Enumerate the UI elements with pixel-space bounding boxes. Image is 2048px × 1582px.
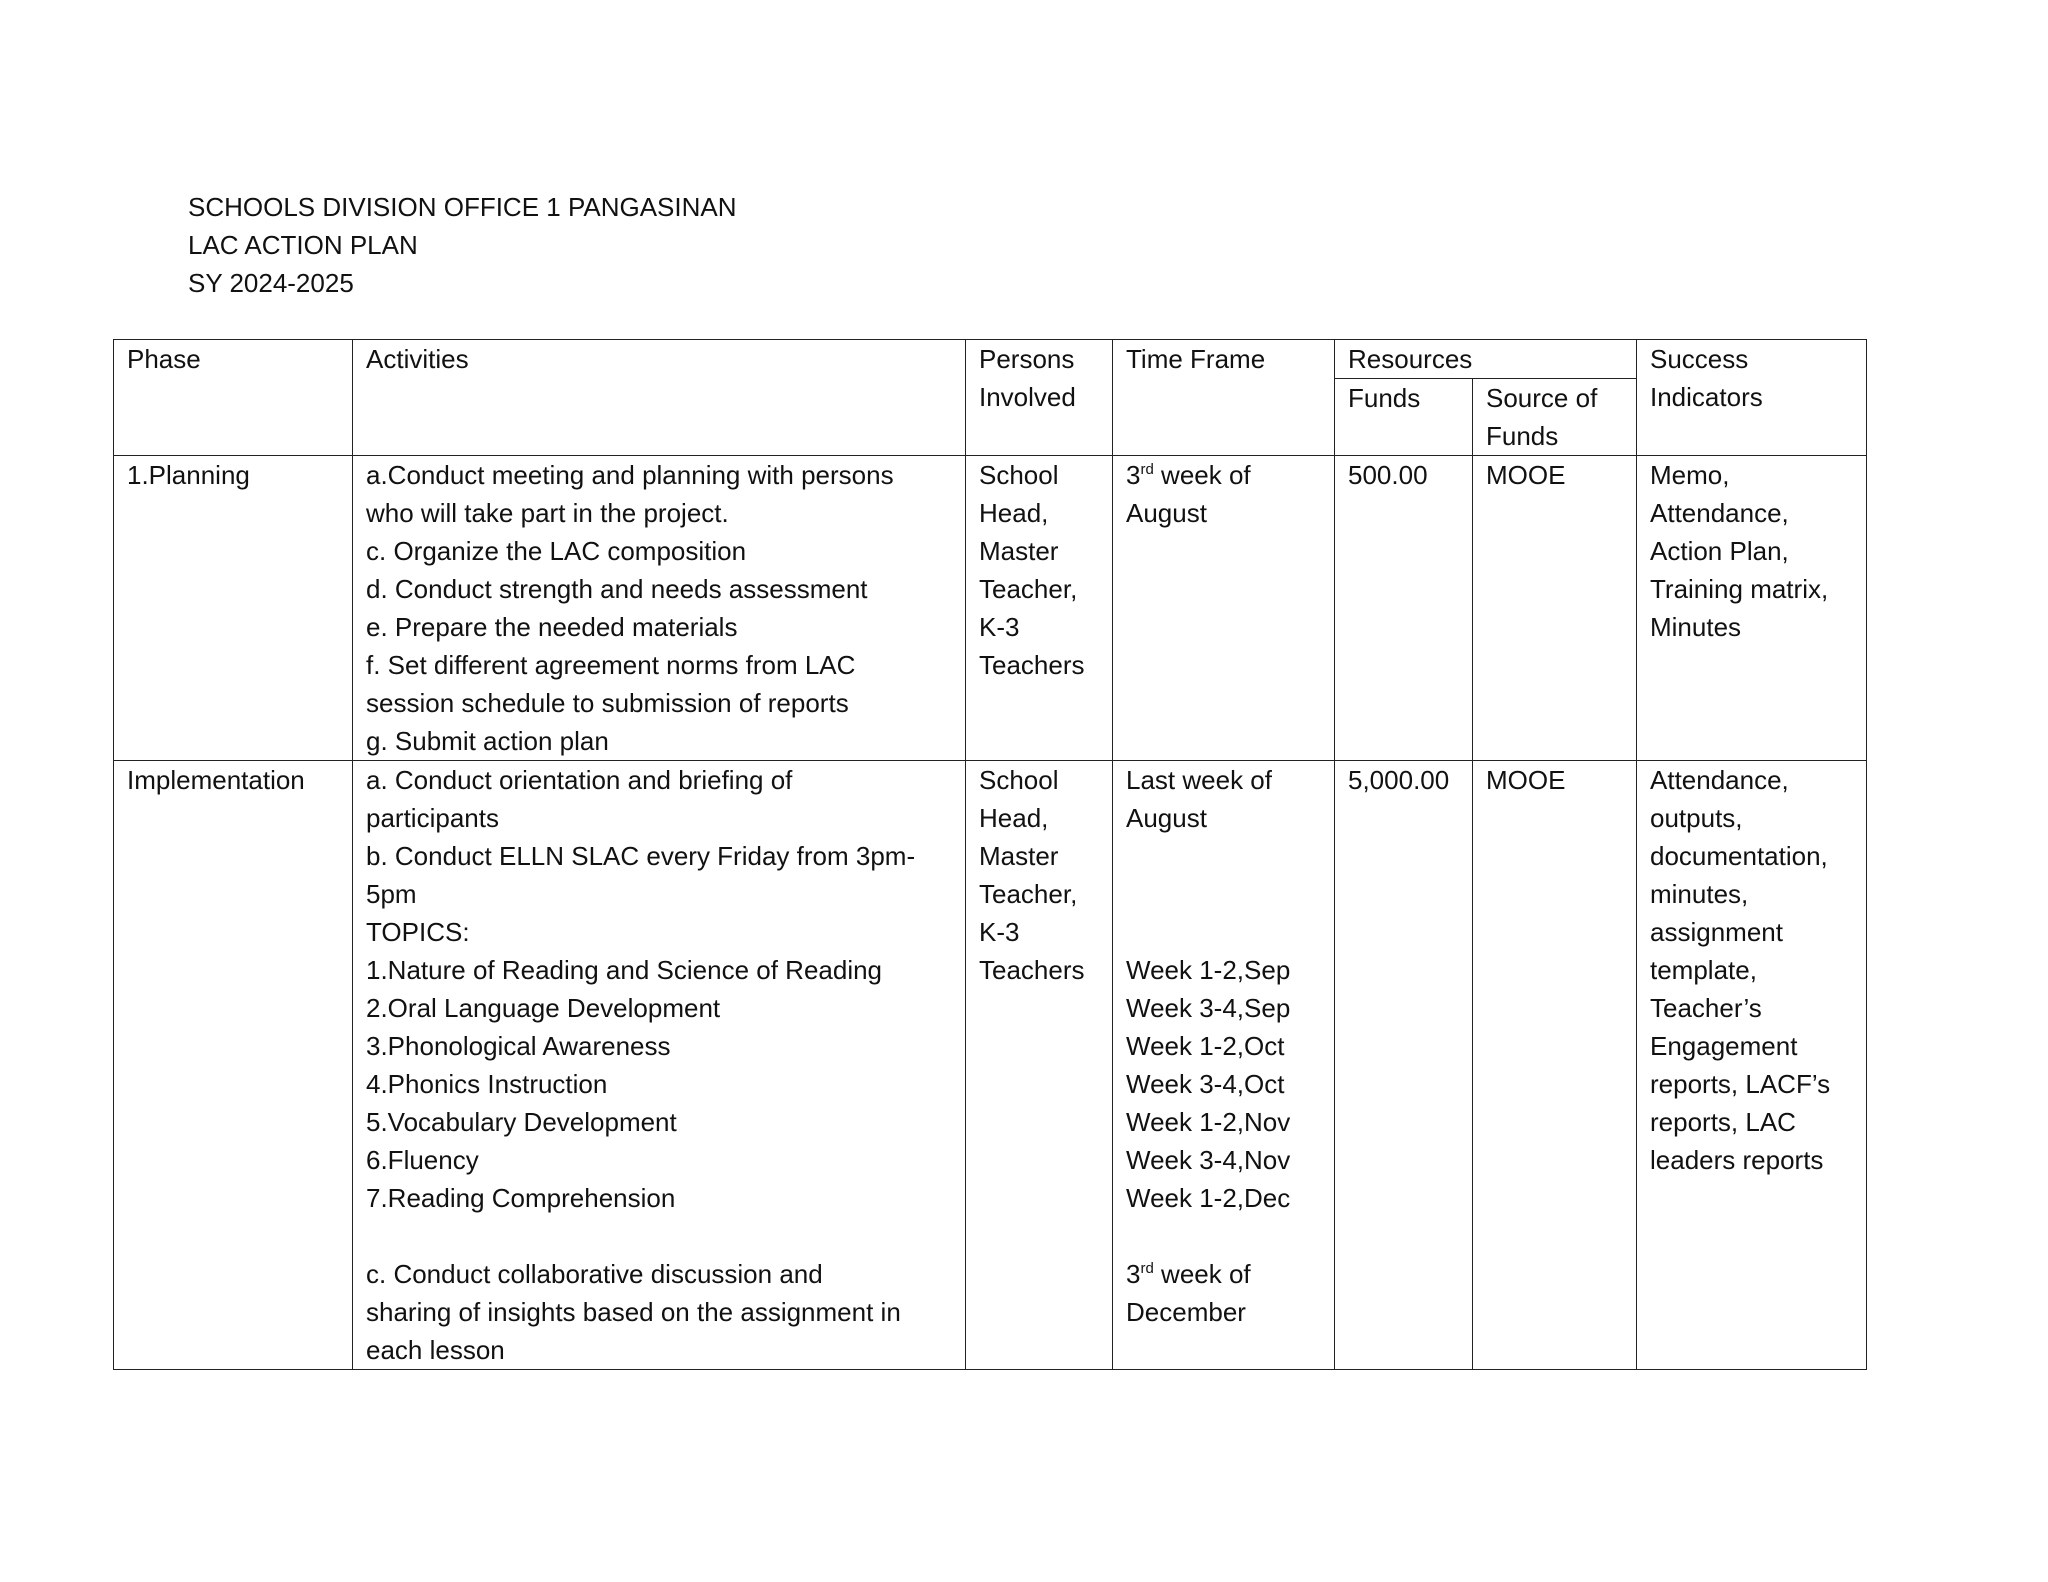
phase-header: Phase [114,340,353,456]
activities-cell: a.Conduct meeting and planning with persons who will take part in the project. c. Organize the LAC composition d. Conduct strength and needs assessment e. Prepare the needed materials f. Set different agreement norms from LAC session schedule to submission of reports g. Submit action plan [353,456,966,761]
success-cell: Attendance, outputs, documentation, minutes, assignment template, Teacher’s Engagement reports, LACF’s reports, LAC leaders reports [1637,761,1867,1370]
persons-cell: School Head, Master Teacher, K-3 Teachers [966,456,1113,761]
source-header: Source of Funds [1473,379,1637,456]
success-header: Success Indicators [1637,340,1867,456]
document-header [188,188,737,302]
success-cell: Memo, Attendance, Action Plan, Training matrix, Minutes [1637,456,1867,761]
table-row [114,761,1867,1370]
phase-cell: 1.Planning [114,456,353,761]
funds-cell: 5,000.00 [1335,761,1473,1370]
table-row [114,456,1867,761]
resources-header: Resources [1335,340,1637,379]
header-row [114,340,1867,379]
office-name: SCHOOLS DIVISION OFFICE 1 PANGASINAN [188,192,737,222]
source-cell: MOOE [1473,761,1637,1370]
action-plan-table [113,339,1867,1370]
time-frame-header: Time Frame [1113,340,1335,456]
funds-header: Funds [1335,379,1473,456]
source-cell: MOOE [1473,456,1637,761]
activities-header: Activities [353,340,966,456]
school-year: SY 2024-2025 [188,268,354,298]
funds-cell: 500.00 [1335,456,1473,761]
persons-cell: School Head, Master Teacher, K-3 Teachers [966,761,1113,1370]
activities-cell: a. Conduct orientation and briefing of participants b. Conduct ELLN SLAC every Friday from 3pm- 5pm TOPICS: 1.Nature of Reading and Science of Reading 2.Oral Language Development 3.Phonological Awareness 4.Phonics Instruction 5.Vocabulary Development 6.Fluency 7.Reading Comprehension c. Conduct collaborative discussion and sharing of insights based on the assignment in each lesson [353,761,966,1370]
time-frame-cell: Last week of August Week 1-2,Sep Week 3-4,Sep Week 1-2,Oct Week 3-4,Oct Week 1-2,Nov Week 3-4,Nov Week 1-2,Dec 3rd week of December [1113,761,1335,1370]
phase-cell: Implementation [114,761,353,1370]
time-frame-cell: 3rd week of August [1113,456,1335,761]
plan-title: LAC ACTION PLAN [188,230,418,260]
persons-header: Persons Involved [966,340,1113,456]
